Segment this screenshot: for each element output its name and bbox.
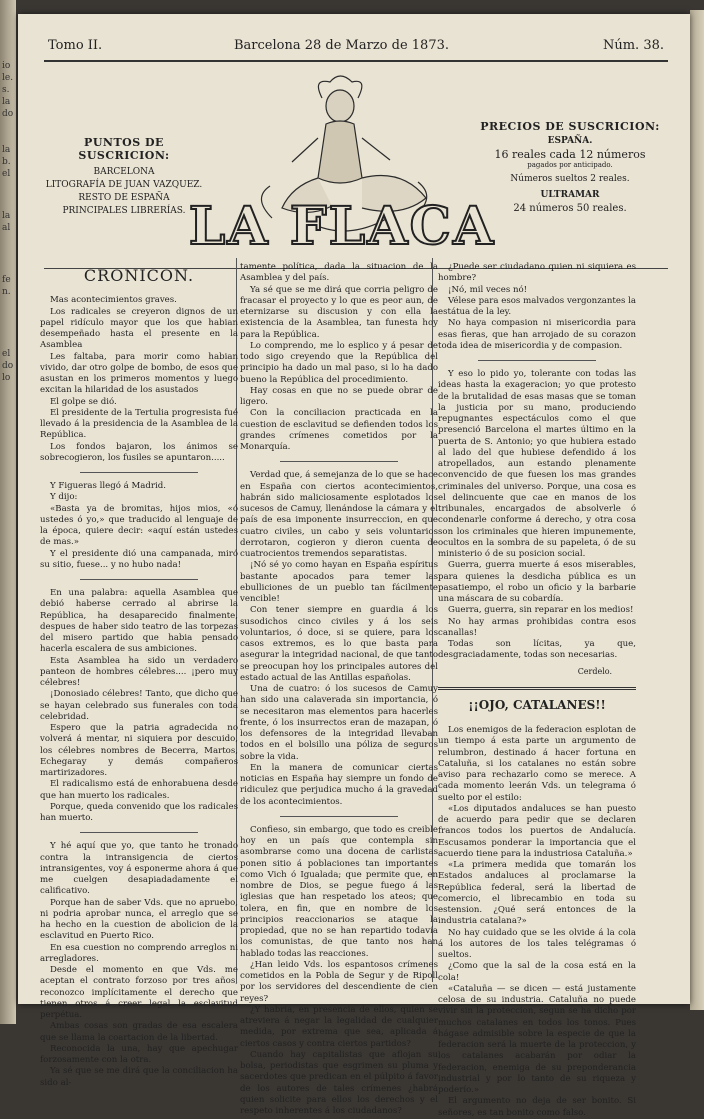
issue-number: Núm. 38.: [602, 38, 664, 53]
la-flaca-logo: [188, 68, 496, 264]
price-line: 16 reales cada 12 números: [494, 148, 646, 161]
paragraph: ¿Puede ser ciudadano quien ni siquiera es hombre?: [438, 262, 636, 284]
paragraph: ¿Han leido Vds. los espantosos crímenes cometidos en la Pobla de Segur y de Ripoll por los servidores del descendiente de cien reyes?: [240, 959, 438, 1004]
paragraph: Cuando hay capitalistas que aflojan su bolsa, periodistas que esgrimen su pluma y sacerdotes que predican en el púlpito á favor de los autores de tales crímenes ¿habrá quien solicite para ellos los derechos y el respeto inherentes á los ciudadanos?: [240, 1049, 438, 1116]
margin-fragment: la: [2, 145, 11, 155]
paragraph: «La primera medida que tomarán los Estados andaluces al proclamarse la República federal, será la libertad de comercio, el librecambio en toda su estension. ¿Qué será entonces de la industria catalana?»: [438, 860, 636, 927]
paragraph: Y Figueras llegó á Madrid.: [50, 481, 166, 491]
subscription-point: LITOGRAFÍA DE JUAN VAZQUEZ.: [45, 180, 203, 190]
price-line: Números sueltos 2 reales.: [510, 174, 630, 184]
scan-margin-left: [0, 0, 16, 1024]
logo-text: LA FLACA: [188, 196, 496, 257]
paragraph: Esta Asamblea ha sido un verdadero panteon de hombres célebres.... ¡pero muy célebres!: [40, 655, 238, 688]
paragraph: «Los diputados andaluces se han puesto de acuerdo para pedir que se declaren francos todos los puertos de Andalucía. Escusamos ponderar la importancia que el acuerdo tiene para la industriosa Cataluña.»: [438, 803, 636, 859]
section-separator: [80, 472, 199, 473]
scan-margin-right: [690, 10, 704, 1010]
article-title-ojo-catalanes: ¡¡OJO, CATALANES!!: [468, 697, 606, 712]
paragraph: Porque, queda convenido que los radicales han muerto.: [40, 801, 238, 823]
margin-fragment: al: [2, 223, 11, 233]
paragraph: Mas acontecimientos graves.: [50, 295, 177, 306]
paragraph: «Cataluña — se dicen — está justamente celosa de su industria. Cataluña no puede vivir sin la proteccion, segun se ha dicho por muchos catalanes en todos los tonos. Pues hágase admisible sobre la especie de que la federacion será la muerte de la proteccion, y los catalanes acabarán por odiar la federacion, enemiga de su preponderancia industrial y por lo tanto de su riqueza y poderío.»: [438, 983, 636, 1095]
paragraph: ¿Y habria, en presencia de ellos, quien se atreviera á negar la legalidad de cualquier medida, por extrema que sea, aplicada á ciertos casos y contra ciertos partidos?: [240, 1004, 438, 1049]
column-2: [240, 262, 438, 1116]
paragraph: Una de cuatro: ó los sucesos de Camuy han sido una calaverada sin importancia, ó se necesitaron mas elementos para hacerles frente, ó los insurrectos eran de mazapan, ó los defensores de la integridad llevaban todos en el bolsillo una póliza de seguros sobre la vida.: [240, 684, 438, 762]
margin-fragment: la: [2, 211, 11, 221]
subscription-point: RESTO DE ESPAÑA: [78, 193, 170, 203]
margin-fragment: do: [2, 109, 14, 119]
article-title-cronicon: CRONICON.: [83, 266, 195, 285]
paragraph: Y hé aquí que yo, que tanto he tronado contra la intransigencia de ciertos intransigentes, voy á esponerme ahora á que me cuelgen desapiadadamente el calificativo.: [40, 841, 238, 897]
subscription-points: [44, 136, 204, 218]
paragraph: «Basta ya de bromitas, hijos mios, «ó ustedes ó yo,» que traducido al lenguaje de la época, quiere decir: «aquí están ustedes de mas.»: [40, 503, 238, 548]
paragraph: Vélese para esos malvados vergonzantes la estátua de la ley.: [438, 295, 636, 317]
paragraph: Guerra, guerra, sin reparar en los medios!: [448, 605, 634, 616]
author-signature: Cerdelo.: [577, 666, 612, 676]
paragraph: ¿Como que la sal de la cosa está en la cola!: [438, 961, 636, 983]
margin-fragment: b.: [2, 157, 11, 167]
section-separator: [478, 360, 597, 361]
column-3: [438, 262, 636, 1118]
margin-fragment: s.: [2, 85, 10, 95]
paragraph: Los fondos bajaron, los ánimos se sobrecogieron, los fusiles se apuntaron.....: [40, 441, 238, 463]
margin-fragment: la: [2, 97, 11, 107]
paragraph: Espero que la patria agradecida no volverá á mentar, ni siquiera por descuido, los célebres nombres de Becerra, Martos, Echegaray y demás compañeros martirizadores.: [40, 723, 238, 778]
paragraph: ¡Nó, mil veces nó!: [448, 284, 528, 295]
article-divider: [438, 687, 636, 690]
margin-fragment: n.: [2, 287, 11, 297]
header: [44, 62, 668, 268]
paragraph: Guerra, guerra muerte á esos miserables, para quienes la desdicha pública es un pasatiempo, el robo un oficio y la barbarie una máscara de su cobardía.: [438, 560, 636, 604]
section-separator: [80, 579, 199, 580]
margin-fragment: le.: [2, 73, 14, 83]
section-separator: [280, 816, 399, 817]
price-note: pagados por anticipado.: [527, 161, 613, 169]
paragraph: No hay armas prohibidas contra esos canallas!: [438, 616, 636, 638]
subscription-prices-heading: PRECIOS DE SUSCRICION:: [480, 120, 660, 133]
paragraph: Y el presidente dió una campanada, miró su sitio, fuese... y no hubo nada!: [40, 548, 238, 570]
masthead: [44, 36, 668, 62]
subscription-prices: [476, 120, 664, 215]
paragraph: Con tener siempre en guardia á los susodichos cinco civiles y á los seis voluntarios, ó doce, si se quiere, para los casos extremos, es lo que basta para asegurar la integridad nacional, de que tanto se preocupan hoy los principales autores del estado actual de las Antillas españolas.: [240, 605, 438, 683]
paragraph: ¡Donosiado célebres! Tanto, que dicho que se hayan celebrado sus funerales con toda celebridad.: [40, 689, 238, 722]
paragraph: No hay cuidado que se les olvide á la cola á los autores de los tales telégramas ó sueltos.: [438, 927, 636, 960]
margin-fragment: lo: [2, 373, 11, 383]
paragraph: El presidente de la Tertulia progresista fué llevado á la presidencia de la Asamblea de la República.: [40, 407, 238, 441]
paragraph: En una palabra: aquella Asamblea que debió haberse cerrado al abrirse la República, ha desaparecido finalmente, despues de haber sido teatro de las torpezas del misero partido que habia pensado hacerla escalera de sus ambiciones.: [40, 588, 238, 655]
section-separator: [280, 461, 399, 462]
paragraph: En la manera de comunicar ciertas noticias en España hay siempre un fondo de ridiculez que perjudica mucho á la gravedad de los acontecimientos.: [240, 762, 438, 807]
paragraph: Desde el momento en que Vds. me aceptan el contrato forzoso por tres años, reconozco implícitamente el derecho que tienen otros á creer legal la esclavitud perpétua.: [40, 965, 238, 1020]
paragraph: Los enemigos de la federacion esplotan de un tiempo á esta parte un argumento de relumbron, destinado á hacer fortuna en Cataluña, si los catalanes no están sobre aviso para rechazarlo como se merece. A cada momento leerán Vds. un telegrama ó suelto por el estilo:: [438, 725, 636, 803]
paragraph: El radicalismo está de enhorabuena desde que han muerto los radicales.: [40, 779, 238, 801]
margin-fragment: el: [2, 169, 11, 179]
paragraph: Ya sé que se me dirá que corria peligro de fracasar el proyecto y lo que es peor aun, de eternizarse su discusion y con ella la existencia de la Asamblea, tan funesta hoy para la República.: [240, 284, 438, 340]
paragraph: Todas son lícitas, ya que, desgraciadamente, todas son necesarias.: [438, 639, 636, 661]
paragraph: Hay cosas en que no se puede obrar de ligero.: [240, 385, 438, 407]
subscription-point: BARCELONA: [93, 167, 155, 177]
volume-label: Tomo II.: [48, 38, 103, 53]
paragraph: Y eso lo pido yo, tolerante con todas las ideas hasta la exageracion; yo que protesto de la brutalidad de esas masas que se toman la justicia por su mano, produciendo repugnantes espectáculos como el que presenció Barcelona el martes último en la puerta de S. Antonio; yo que hubiera estado al lado del que hubiese defendido á los atropellados, aun estando plenamente convencido de que fuesen los mas grandes criminales del universo. Porque, una cosa es el delincuente que cae en manos de los tribunales, encargados de absolverle ó condenarle conforme á derecho, y otra cosa son los criminales que hieren impunemente, ocultos en la sombra de su papeleta, ó de su ministerio ó de su posicion social.: [438, 369, 636, 559]
paragraph: Ambas cosas son gradas de esa escalera que se llama la coartacion de la libertad.: [40, 1021, 238, 1043]
paragraph: Con la conciliacion practicada en la cuestion de esclavitud se defienden todos los grandes crímenes cometidos por la Monarquía.: [240, 408, 438, 452]
margin-fragment: el: [2, 349, 11, 359]
paragraph: Y dijo:: [50, 492, 78, 503]
paragraph: No haya compasion ni misericordia para esas fieras, que han arrojado de su corazon toda idea de misericordia y de compasion.: [438, 318, 636, 351]
paragraph: Verdad que, á semejanza de lo que se hace en España con ciertos acontecimientos, habrán sido maliciosamente esplotados los sucesos de Camuy, llenándose la cámara y el país de esa imponente insurreccion, en que cuatro civiles, un cabo y seis voluntarios derrotaron, cogieron y dieron cuenta de cuatrocientos tremendos separatistas.: [240, 470, 438, 559]
margin-fragment: do: [2, 361, 14, 371]
column-1: [40, 262, 238, 1088]
price-region-ultramar: ULTRAMAR: [540, 190, 600, 200]
paragraph: El argumento no deja de ser bonito. Si señores, es tan bonito como falso.: [438, 1096, 636, 1118]
subscription-point: PRINCIPALES LIBRERÍAS.: [62, 206, 186, 216]
paragraph: El golpe se dió.: [50, 396, 117, 407]
paragraph: Lo comprendo, me lo esplico y á pesar de todo sigo creyendo que la República del principio ha dado un mal paso, si lo ha dado bueno la República del procedimiento.: [240, 340, 438, 385]
margin-fragment: io: [2, 61, 11, 71]
date-label: Barcelona 28 de Marzo de 1873.: [234, 38, 450, 53]
paragraph: Los radicales se creyeron dignos de un papel ridículo mayor que los que habian desempeñado hasta el presente en la Asamblea: [40, 306, 238, 351]
paragraph: ¡Nó sé yo como hayan en España espíritus bastante apocados para temer las ebulliciones de un pueblo tan fácilmente vencible!: [240, 560, 438, 604]
paragraph: Porque han de saber Vds. que no apruebo, ni podria aprobar nunca, el arreglo que se ha hecho en la cuestion de abolicion de la esclavitud en Puerto Rico.: [40, 897, 238, 942]
margin-fragment: fe: [2, 275, 11, 285]
paragraph: tamente política, dada la situacion de la Asamblea y del país.: [240, 262, 438, 284]
price-line: 24 números 50 reales.: [513, 203, 627, 214]
subscription-points-heading: PUNTOS DE SUSCRICION:: [78, 136, 170, 162]
price-region-spain: ESPAÑA.: [547, 136, 593, 146]
paragraph: Reconocida la una, hay que apechugar forzosamente con la otra.: [40, 1043, 238, 1065]
paragraph: Les faltaba, para morir como habian vivido, dar otro golpe de bombo, de esos que asustan en los primeros momentos y luego excitan la hilaridad de los asustados: [40, 351, 238, 396]
paragraph: En esa cuestion no comprendo arreglos ni arregladores.: [40, 942, 238, 964]
paragraph: Confieso, sin embargo, que todo es creible hoy en un país que contempla sin asombrarse como una docena de carlistas ponen sitio á poblaciones tan importantes como Vich ó Igualada; que permite que, en nombre de Dios, se pegue fuego á las iglesias que han respetado los ateos; que tolera, en fin, que en nombre de los principios reaccionarios se ataque la propiedad, que no se han repartido todavía los comunistas, de que tanto nos han hablado todas las reacciones.: [240, 824, 438, 959]
section-separator: [80, 832, 199, 833]
paragraph: Ya sé que se me dirá que la conciliacion ha sido al-: [40, 1066, 238, 1088]
